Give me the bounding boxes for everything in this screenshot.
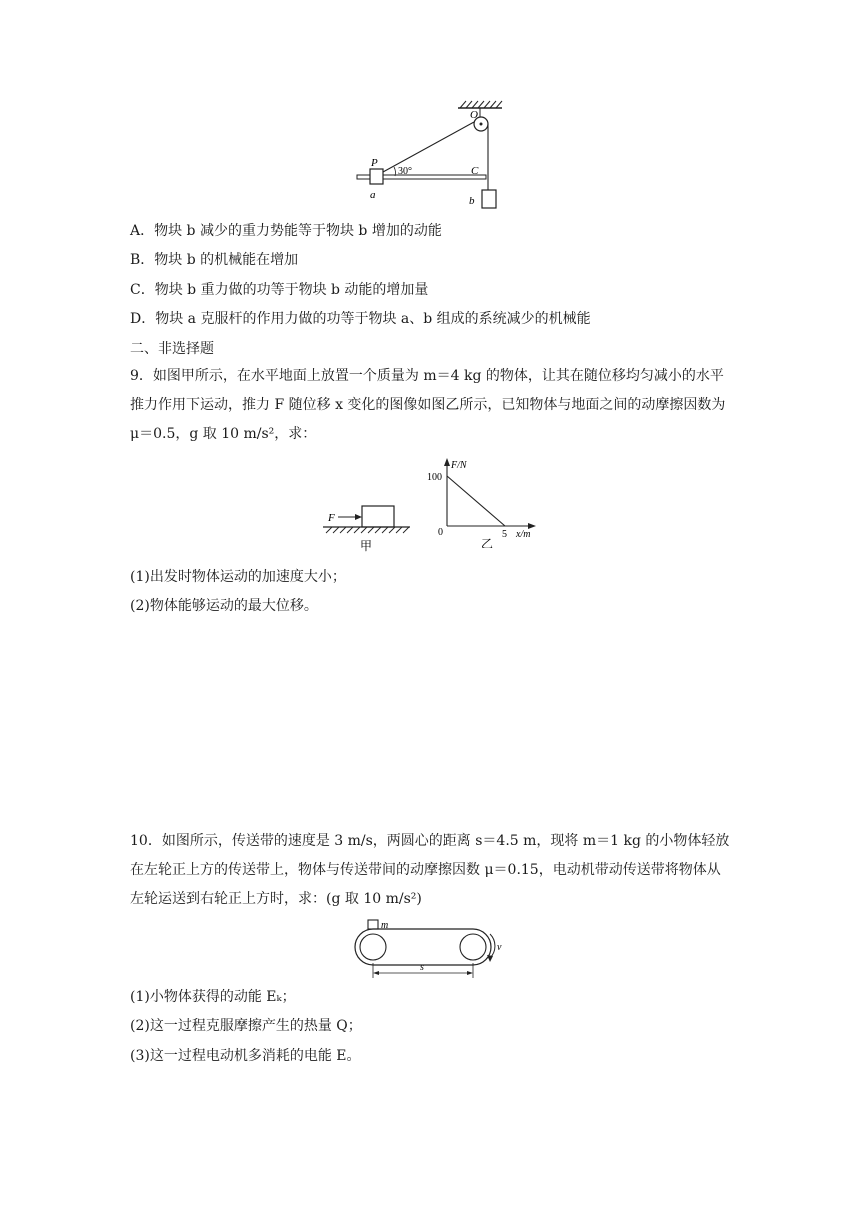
q9-stem: 9．如图甲所示，在水平地面上放置一个质量为 m＝4 kg 的物体，让其在随位移均匀减小的水平推力作用下运动，推力 F 随位移 x 变化的图像如图乙所示，已知物体与地面之间的动摩擦因数为 μ＝0.5，g 取 10 m/s²，求：: [130, 368, 726, 442]
velocity-label: v: [497, 942, 502, 953]
label-b: b: [469, 195, 475, 207]
q8-option-b: B．物块 b 的机械能在增加: [130, 252, 299, 268]
section-title: 二、非选择题: [130, 341, 214, 357]
y-tick-100: 100: [427, 472, 442, 483]
mass-label: m: [381, 920, 389, 931]
q9-part-2: (2)物体能够运动的最大位移。: [130, 598, 318, 614]
right-wheel: [460, 934, 486, 960]
q8-figure: [340, 96, 520, 216]
left-wheel: [360, 934, 386, 960]
q10-part-3: (3)这一过程电动机多消耗的电能 E。: [130, 1048, 361, 1064]
small-object: [368, 920, 378, 929]
q9-part-1: (1)出发时物体运动的加速度大小；: [130, 569, 346, 585]
origin-label: 0: [438, 527, 443, 538]
q10-part-1: (1)小物体获得的动能 Eₖ；: [130, 989, 296, 1005]
caption-jia: 甲: [360, 539, 373, 553]
caption-yi: 乙: [481, 537, 494, 548]
x-axis-label: x/m: [516, 529, 531, 540]
q10-figure: [352, 918, 512, 980]
q9-figure-jia: [320, 500, 415, 560]
label-o: O: [470, 109, 478, 121]
distance-label: s: [420, 962, 424, 973]
f-x-line: [447, 476, 505, 526]
q9-figure-yi: [425, 456, 550, 548]
q10-stem: 10．如图所示，传送带的速度是 3 m/s，两圆心的距离 s＝4.5 m，现将 m＝1 kg 的小物体轻放在左轮正上方的传送带上，物体与传送带间的动摩擦因数 μ＝0.15，电动机带动传送带将物体从左轮运送到右轮正上方时，求：(g 取 10 m/s²): [130, 833, 730, 907]
label-a: a: [370, 189, 376, 201]
block-a: [370, 169, 383, 184]
angle-label: 30°: [398, 166, 412, 177]
block: [362, 506, 394, 527]
q8-option-a: A．物块 b 减少的重力势能等于物块 b 增加的动能: [130, 223, 442, 239]
x-tick-5: 5: [502, 529, 507, 540]
block-b: [482, 190, 496, 208]
label-c: C: [471, 165, 479, 177]
q10-part-2: (2)这一过程克服摩擦产生的热量 Q；: [130, 1018, 362, 1034]
q8-option-c: C．物块 b 重力做的功等于物块 b 动能的增加量: [130, 282, 429, 298]
q8-option-d: D．物块 a 克服杆的作用力做的功等于物块 a、b 组成的系统减少的机械能: [130, 311, 591, 327]
force-label: F: [328, 512, 335, 524]
y-axis-label: F/N: [451, 460, 467, 471]
label-p: P: [371, 157, 378, 169]
